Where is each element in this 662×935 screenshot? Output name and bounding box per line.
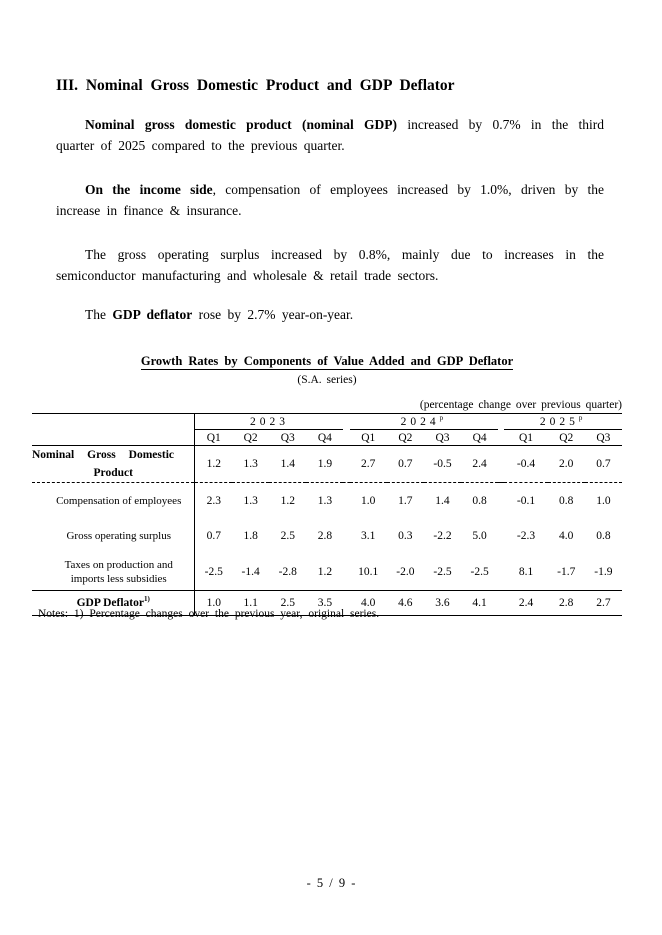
table-row-taxes (32, 554, 622, 591)
quarter-header: Q2 (232, 430, 269, 446)
table-cell: 0.7 (387, 446, 424, 483)
table-subtitle: (S.A. series) (297, 374, 357, 386)
quarter-header: Q1 (504, 430, 547, 446)
table-cell: 4.6 (387, 591, 424, 616)
table-cell: 1.1 (232, 591, 269, 616)
table-cell: 0.8 (596, 530, 611, 542)
table-cell: 2.0 (548, 446, 585, 483)
quarter-header: Q2 (548, 430, 585, 446)
row-label-line2: imports less subsidies (70, 573, 167, 585)
page-number: - 5 / 9 - (306, 876, 356, 890)
table-corner (32, 414, 195, 430)
table-cell: 4.1 (461, 591, 498, 616)
table-cell: 2.4 (504, 591, 547, 616)
table-row-compensation (32, 483, 622, 519)
paragraph-gdp-deflator-bold: GDP deflator (112, 307, 193, 322)
table-cell: 1.0 (596, 494, 611, 507)
deflator-footnote-mark: 1) (144, 595, 150, 604)
table-notes: Notes: 1) Percentage changes over the previous year, original series. (38, 608, 380, 620)
table-cell: 1.2 (317, 566, 333, 578)
year-2024-preliminary-mark: p (439, 413, 448, 422)
table-quarter-row (32, 430, 622, 446)
quarter-header: Q4 (461, 430, 498, 446)
table-title (0, 354, 654, 369)
table-cell: 2.7 (585, 591, 622, 616)
label-word: Nominal (32, 449, 75, 461)
row-label-taxes (32, 554, 195, 591)
paragraph-operating-surplus: The gross operating surplus increased by 0.8%, mainly due to increases in the semiconductor manufacturing and wholesale & retail trade sectors. (56, 247, 604, 283)
table-cell: -0.5 (424, 446, 461, 483)
table-cell: -2.2 (433, 530, 452, 542)
table-cell: -1.7 (557, 566, 576, 578)
table-corner-lower (32, 430, 195, 446)
label-word: Domestic (128, 449, 174, 461)
table-cell: 1.2 (195, 446, 232, 483)
year-2024-label: 2024 (400, 415, 440, 428)
table-cell: -2.3 (516, 530, 536, 542)
paragraph-income-side-text: , compensation of employees increased by 1.0%, driven by the increase in finance & insurance. (56, 182, 605, 218)
paragraph-nominal-gdp-bold: Nominal gross domestic product (nominal GDP) (85, 117, 398, 132)
table-cell: -2.8 (278, 566, 297, 578)
paragraph-gdp-deflator-pre: The (85, 307, 113, 322)
table-cell: 1.9 (306, 446, 343, 483)
paragraph-nominal-gdp (56, 114, 604, 156)
table-cell: 3.6 (424, 591, 461, 616)
table-cell: 2.7 (350, 446, 387, 483)
table-title-text: Growth Rates by Components of Value Added and GDP Deflator (140, 354, 514, 368)
paragraph-nominal-gdp-text: increased by 0.7% in the third quarter of 2025 compared to the previous quarter. (56, 117, 604, 153)
table-cell: 10.1 (358, 566, 379, 578)
year-header-2024 (350, 414, 499, 430)
table-cell: 2.4 (461, 446, 498, 483)
quarter-header: Q1 (350, 430, 387, 446)
paragraph-income-side (56, 179, 604, 221)
growth-rates-table (32, 413, 622, 616)
table-year-row (32, 414, 622, 430)
year-2025-label: 2025 (539, 415, 579, 428)
table-cell: -2.0 (396, 566, 415, 578)
table-cell: 1.3 (243, 494, 258, 507)
table-cell: -2.5 (470, 566, 489, 578)
table-cell: 1.8 (243, 530, 258, 542)
table-cell: 5.0 (472, 530, 487, 542)
table-cell: 8.1 (518, 566, 534, 578)
table-cell: 1.2 (280, 494, 295, 507)
table-cell: -2.5 (433, 566, 452, 578)
table-row-nominal-gdp (32, 446, 622, 483)
table-cell: 2.5 (280, 530, 295, 542)
table-cell: -1.9 (594, 566, 613, 578)
quarter-header: Q1 (195, 430, 232, 446)
table-cell: -0.1 (516, 494, 536, 507)
quarter-header: Q2 (387, 430, 424, 446)
table-cell: 2.8 (317, 530, 333, 542)
table-cell: 1.0 (195, 591, 232, 616)
table-cell: 1.4 (269, 446, 306, 483)
table-cell: 1.3 (317, 494, 333, 507)
table-cell: 4.0 (559, 530, 574, 542)
paragraph-gdp-deflator-text: rose by 2.7% year-on-year. (192, 307, 354, 322)
row-label-line1 (32, 446, 174, 464)
section-heading: III. Nominal Gross Domestic Product and GDP Deflator (56, 77, 455, 94)
table-cell: 0.3 (398, 530, 413, 542)
year-2023-label: 2023 (249, 415, 289, 428)
year-header-2025 (504, 414, 622, 430)
table-cell: 2.8 (548, 591, 585, 616)
table-cell: 1.3 (232, 446, 269, 483)
paragraph-gdp-deflator (56, 304, 604, 325)
table-cell: 1.0 (361, 494, 376, 507)
row-label-compensation: Compensation of employees (56, 494, 182, 507)
table-cell: 0.8 (559, 494, 574, 507)
table-cell: 4.0 (350, 591, 387, 616)
row-label-line1: Taxes on production and (64, 559, 173, 571)
table-cell: 0.7 (195, 518, 232, 554)
table-cell: 2.3 (195, 483, 232, 519)
row-label-line2: Product (93, 467, 133, 479)
table-cell: -0.4 (504, 446, 547, 483)
quarter-header: Q3 (269, 430, 306, 446)
row-label-nominal-gdp (32, 446, 195, 483)
table-cell: 1.7 (398, 494, 413, 507)
row-label-operating-surplus: Gross operating surplus (66, 530, 171, 542)
table-row-operating-surplus (32, 518, 622, 554)
year-2025-preliminary-mark: p (578, 413, 587, 422)
label-word: Gross (87, 449, 116, 461)
table-cell: 0.7 (585, 446, 622, 483)
table-cell: -1.4 (241, 566, 260, 578)
table-cell: 3.1 (361, 530, 376, 542)
table-unit-note: (percentage change over previous quarter) (419, 399, 622, 411)
quarter-header: Q4 (306, 430, 343, 446)
quarter-header: Q3 (424, 430, 461, 446)
deflator-label-text: GDP Deflator (76, 597, 144, 609)
table-cell: -2.5 (195, 554, 232, 591)
table-cell: 2.5 (269, 591, 306, 616)
table-cell: 3.5 (306, 591, 343, 616)
year-header-2023 (195, 414, 344, 430)
paragraph-income-side-bold: On the income side (85, 182, 213, 197)
table-cell: 1.4 (435, 494, 450, 507)
quarter-header: Q3 (585, 430, 622, 446)
table-cell: 0.8 (472, 494, 487, 507)
